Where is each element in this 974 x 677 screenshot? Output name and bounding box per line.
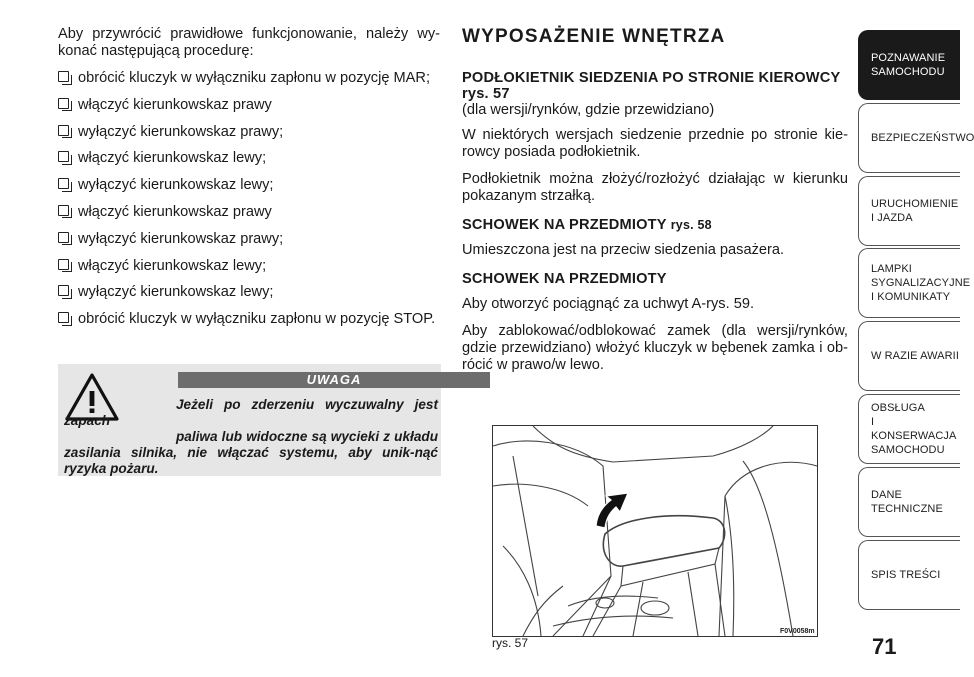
checkbox-bullet-icon	[58, 98, 69, 109]
checkbox-bullet-icon	[58, 71, 69, 82]
checkbox-bullet-icon	[58, 125, 69, 136]
warning-line: Jeżeli po zderzeniu wyczuwalny jest zapach	[64, 397, 438, 428]
checkbox-bullet-icon	[58, 259, 69, 270]
checkbox-bullet-icon	[58, 285, 69, 296]
storage-heading: SCHOWEK NA PRZEDMIOTY	[462, 271, 667, 287]
procedure-step: włączyć kierunkowskaz lewy;	[58, 258, 440, 275]
storage-heading: SCHOWEK NA PRZEDMIOTY rys. 58	[462, 217, 712, 233]
figure-caption: rys. 57	[492, 636, 529, 650]
procedure-step: wyłączyć kierunkowskaz lewy;	[58, 177, 440, 194]
chapter-tabs	[858, 30, 974, 612]
storage-paragraph: Aby zablokować/odblokować zamek (dla wersji/rynków, gdzie przewidziano) włożyć kluczyk w bębenek zamka i ob-rócić w prawo/w lewo.	[462, 323, 848, 373]
procedure-step: włączyć kierunkowskaz prawy	[58, 97, 440, 114]
checkbox-bullet-icon	[58, 205, 69, 216]
armrest-illustration	[492, 425, 818, 637]
procedure-intro: Aby przywrócić prawidłowe funkcjonowanie, należy wy-konać następującą procedurę:	[58, 26, 440, 59]
armrest-drawing	[493, 426, 817, 636]
procedure-step: obrócić kluczyk w wyłączniku zapłonu w pozycję MAR;	[58, 70, 440, 87]
checkbox-bullet-icon	[58, 232, 69, 243]
tab-poznawanie-samochodu[interactable]: POZNAWANIE SAMOCHODU	[858, 30, 960, 100]
warning-label: UWAGA	[178, 372, 490, 388]
section-title: WYPOSAŻENIE WNĘTRZA	[462, 26, 726, 47]
figure-code: F0V0058m	[780, 628, 815, 635]
procedure-step: wyłączyć kierunkowskaz lewy;	[58, 284, 440, 301]
armrest-figure-ref: rys. 57	[462, 86, 510, 102]
procedure-step: włączyć kierunkowskaz lewy;	[58, 150, 440, 167]
armrest-heading: PODŁOKIETNIK SIEDZENIA PO STRONIE KIEROWCY rys. 57	[462, 70, 841, 102]
tab-bezpieczenstwo[interactable]: BEZPIECZEŃSTWO	[858, 103, 960, 173]
warning-box	[58, 364, 441, 476]
tab-dane-techniczne[interactable]: DANE TECHNICZNE	[858, 467, 960, 537]
tab-obsluga-i-konserwacja[interactable]: OBSŁUGA I KONSERWACJA SAMOCHODU	[858, 394, 960, 464]
warning-line: zasilania silnika, nie włączać systemu, aby unik-nąć ryzyka pożaru.	[64, 445, 438, 476]
right-column	[462, 26, 848, 384]
armrest-note: (dla wersji/rynków, gdzie przewidziano)	[462, 102, 715, 118]
tab-uruchomienie-i-jazda[interactable]: URUCHOMIENIE I JAZDA	[858, 176, 960, 246]
procedure-step: wyłączyć kierunkowskaz prawy;	[58, 231, 440, 248]
page-number: 71	[872, 634, 897, 659]
procedure-steps	[58, 70, 440, 328]
left-column	[58, 26, 440, 338]
checkbox-bullet-icon	[58, 312, 69, 323]
storage-paragraph: Umieszczona jest na przeciw siedzenia pasażera.	[462, 242, 785, 258]
direction-arrow-icon	[596, 493, 628, 528]
tab-spis-tresci[interactable]: SPIS TREŚCI	[858, 540, 960, 610]
armrest-paragraph: W niektórych wersjach siedzenie przednie po stronie kie-rowcy posiada podłokietnik.	[462, 127, 848, 160]
warning-text	[64, 397, 438, 477]
procedure-step: obrócić kluczyk w wyłączniku zapłonu w pozycję STOP.	[58, 311, 440, 328]
warning-line: paliwa lub widoczne są wycieki z układu	[176, 429, 438, 444]
checkbox-bullet-icon	[58, 178, 69, 189]
checkbox-bullet-icon	[58, 151, 69, 162]
armrest-paragraph: Podłokietnik można złożyć/rozłożyć działając w kierunku pokazanym strzałką.	[462, 171, 848, 204]
storage-paragraph: Aby otworzyć pociągnąć za uchwyt A-rys. 59.	[462, 296, 755, 312]
storage-figure-ref: rys. 58	[670, 218, 712, 232]
procedure-step: wyłączyć kierunkowskaz prawy;	[58, 124, 440, 141]
tab-lampki-sygnalizacyjne[interactable]: LAMPKI SYGNALIZACYJNE I KOMUNIKATY	[858, 248, 960, 318]
tab-w-razie-awarii[interactable]: W RAZIE AWARII	[858, 321, 960, 391]
procedure-step: włączyć kierunkowskaz prawy	[58, 204, 440, 221]
